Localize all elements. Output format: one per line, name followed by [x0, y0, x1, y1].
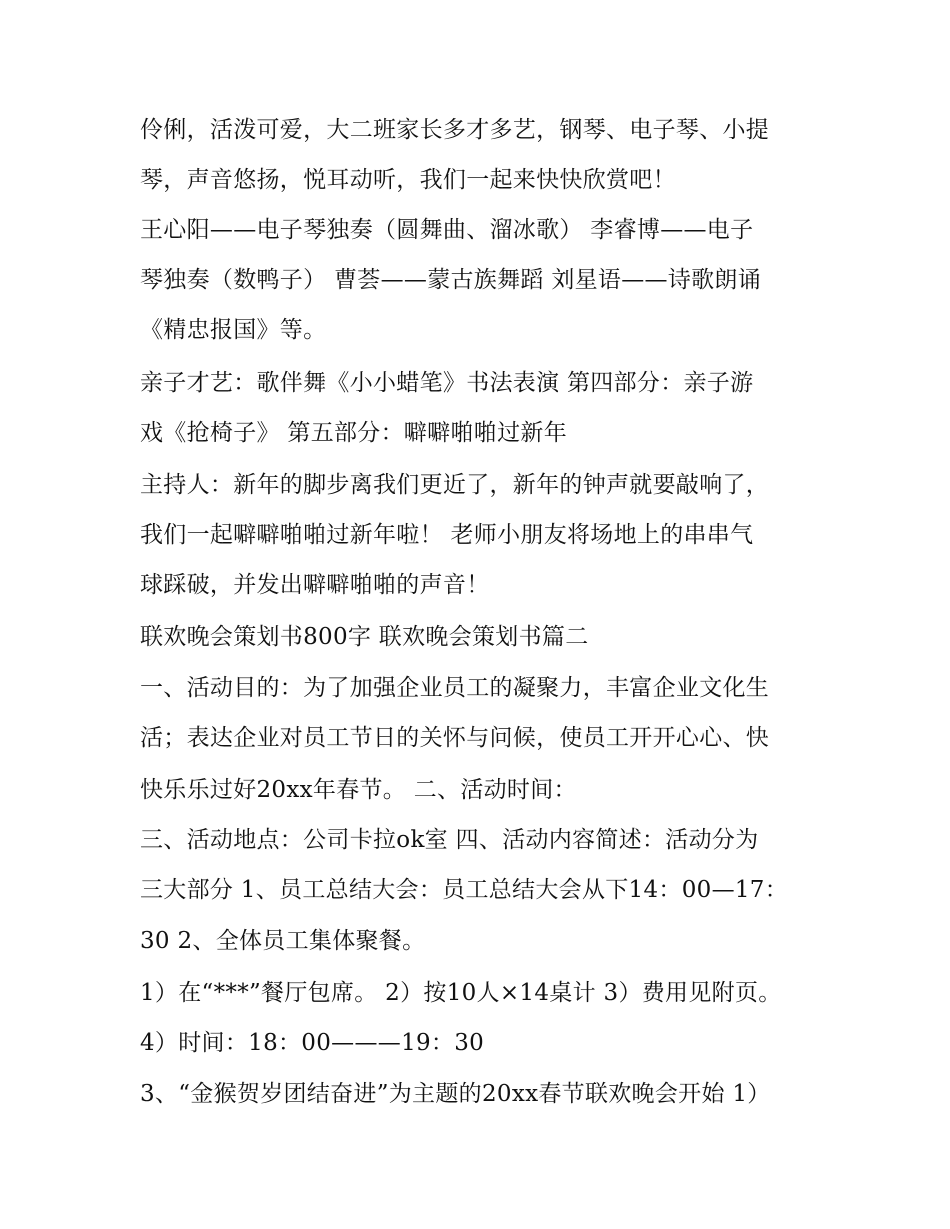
text-line: 三大部分 1、员工总结大会：员工总结大会从下14：00—17：: [140, 877, 789, 903]
text-line: 琴独奏（数鸭子） 曹荟——蒙古族舞蹈 刘星语——诗歌朗诵: [140, 267, 762, 293]
text-line: 王心阳——电子琴独奏（圆舞曲、溜冰歌） 李睿博——电子: [140, 217, 754, 243]
text-line: 球踩破，并发出噼噼啪啪的声音！: [140, 572, 490, 598]
text-line: 活；表达企业对员工节日的关怀与问候，使员工开开心心、快: [140, 725, 770, 751]
text-line: 1）在“***”餐厅包席。 2）按10人×14桌计 3）费用见附页。: [140, 980, 782, 1006]
text-line: 4）时间：18：00———19：30: [140, 1030, 485, 1056]
text-line: 一、活动目的：为了加强企业员工的凝聚力，丰富企业文化生: [140, 675, 770, 701]
text-line: 联欢晚会策划书800字 联欢晚会策划书篇二: [140, 624, 589, 650]
text-line: 戏《抢椅子》 第五部分：噼噼啪啪过新年: [140, 420, 568, 446]
text-line: 我们一起噼噼啪啪过新年啦！ 老师小朋友将场地上的串串气: [140, 522, 754, 548]
text-line: 三、活动地点：公司卡拉ok室 四、活动内容简述：活动分为: [140, 827, 759, 853]
text-line: 30 2、全体员工集体聚餐。: [140, 928, 426, 954]
text-line: 快乐乐过好20xx年春节。 二、活动时间：: [140, 777, 577, 803]
text-line: 《精忠报国》等。: [140, 317, 327, 343]
text-line: 3、“金猴贺岁团结奋进”为主题的20xx春节联欢晚会开始 1）: [140, 1081, 771, 1107]
text-line: 伶俐，活泼可爱，大二班家长多才多艺，钢琴、电子琴、小提: [140, 117, 770, 143]
text-line: 琴，声音悠扬，悦耳动听，我们一起来快快欣赏吧！: [140, 167, 676, 193]
text-line: 亲子才艺：歌伴舞《小小蜡笔》书法表演 第四部分：亲子游: [140, 370, 754, 396]
text-line: 主持人：新年的脚步离我们更近了，新年的钟声就要敲响了，: [140, 472, 770, 498]
